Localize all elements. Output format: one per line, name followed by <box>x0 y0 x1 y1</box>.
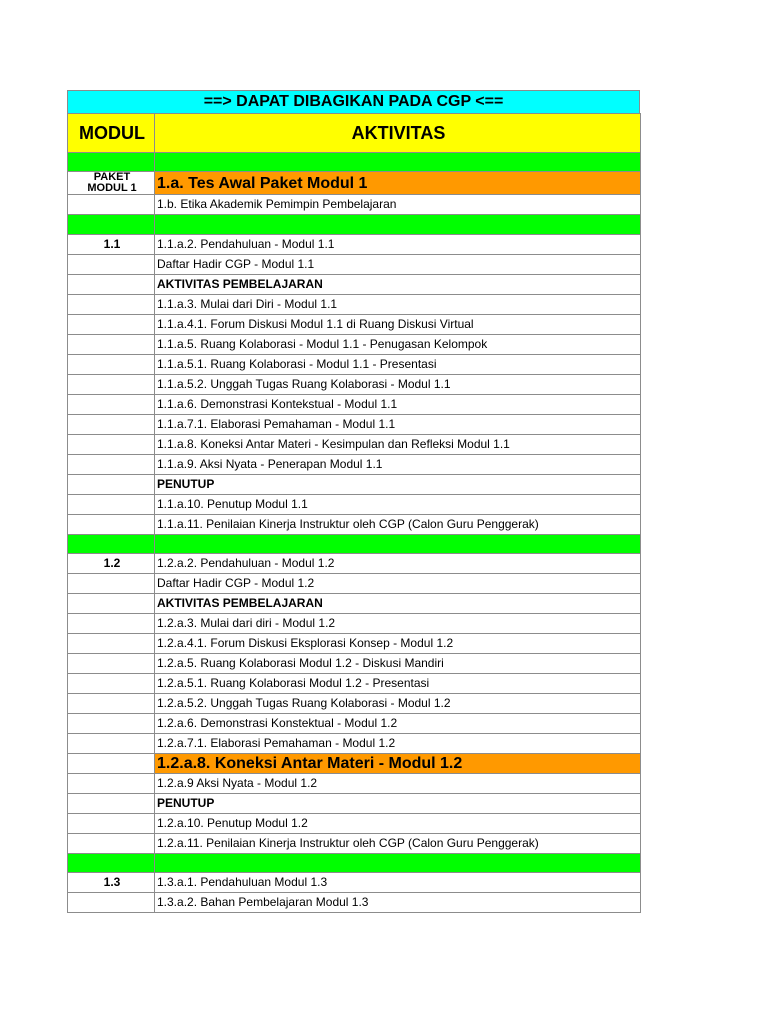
aktivitas-cell[interactable]: 1.2.a.11. Penilaian Kinerja Instruktur oleh CGP (Calon Guru Penggerak) <box>155 834 641 854</box>
modul-cell[interactable] <box>68 694 155 714</box>
separator-row <box>68 215 641 234</box>
aktivitas-cell[interactable]: 1.1.a.5.2. Unggah Tugas Ruang Kolaborasi - Modul 1.1 <box>155 374 641 394</box>
modul-cell[interactable] <box>68 834 155 854</box>
table-row <box>68 614 641 634</box>
table-row <box>68 172 641 195</box>
modul-cell[interactable]: 1.1 <box>68 234 155 254</box>
aktivitas-cell[interactable]: 1.1.a.11. Penilaian Kinerja Instruktur oleh CGP (Calon Guru Penggerak) <box>155 514 641 534</box>
modul-cell[interactable] <box>68 514 155 534</box>
modul-cell[interactable] <box>68 734 155 754</box>
aktivitas-cell[interactable]: 1.1.a.9. Aksi Nyata - Penerapan Modul 1.1 <box>155 454 641 474</box>
modul-cell[interactable]: 1.2 <box>68 554 155 574</box>
table-row <box>68 254 641 274</box>
aktivitas-cell[interactable]: 1.2.a.7.1. Elaborasi Pemahaman - Modul 1.2 <box>155 734 641 754</box>
modul-cell[interactable]: PAKET MODUL 1 <box>68 172 155 195</box>
aktivitas-cell[interactable]: AKTIVITAS PEMBELAJARAN <box>155 274 641 294</box>
aktivitas-cell[interactable]: Daftar Hadir CGP - Modul 1.1 <box>155 254 641 274</box>
aktivitas-cell[interactable]: 1.1.a.6. Demonstrasi Kontekstual - Modul 1.1 <box>155 394 641 414</box>
activity-table <box>67 113 641 913</box>
modul-cell[interactable] <box>68 574 155 594</box>
aktivitas-cell[interactable]: Daftar Hadir CGP - Modul 1.2 <box>155 574 641 594</box>
modul-cell[interactable] <box>68 195 155 215</box>
table-row <box>68 754 641 774</box>
aktivitas-cell[interactable]: 1.1.a.10. Penutup Modul 1.1 <box>155 494 641 514</box>
aktivitas-cell[interactable]: 1.2.a.9 Aksi Nyata - Modul 1.2 <box>155 774 641 794</box>
table-row <box>68 274 641 294</box>
modul-cell[interactable] <box>68 314 155 334</box>
aktivitas-cell[interactable]: 1.1.a.7.1. Elaborasi Pemahaman - Modul 1.1 <box>155 414 641 434</box>
modul-cell[interactable] <box>68 153 155 172</box>
table-row <box>68 394 641 414</box>
table-row <box>68 714 641 734</box>
modul-cell[interactable] <box>68 474 155 494</box>
table-row <box>68 634 641 654</box>
table-row <box>68 314 641 334</box>
modul-cell[interactable] <box>68 394 155 414</box>
modul-cell[interactable] <box>68 334 155 354</box>
aktivitas-cell[interactable]: 1.2.a.5.2. Unggah Tugas Ruang Kolaborasi - Modul 1.2 <box>155 694 641 714</box>
table-row <box>68 694 641 714</box>
modul-cell[interactable] <box>68 754 155 774</box>
modul-cell[interactable] <box>68 414 155 434</box>
table-row <box>68 514 641 534</box>
table-row <box>68 734 641 754</box>
table-row <box>68 674 641 694</box>
modul-cell[interactable] <box>68 254 155 274</box>
table-row <box>68 893 641 913</box>
table-row <box>68 814 641 834</box>
table-header-row <box>68 114 641 153</box>
separator-row <box>68 534 641 553</box>
table-row <box>68 794 641 814</box>
aktivitas-cell[interactable] <box>155 215 641 234</box>
modul-cell[interactable] <box>68 893 155 913</box>
aktivitas-cell[interactable]: 1.a. Tes Awal Paket Modul 1 <box>155 172 641 195</box>
table-row <box>68 774 641 794</box>
aktivitas-cell[interactable]: 1.2.a.4.1. Forum Diskusi Eksplorasi Konsep - Modul 1.2 <box>155 634 641 654</box>
modul-cell[interactable] <box>68 714 155 734</box>
aktivitas-cell[interactable]: 1.b. Etika Akademik Pemimpin Pembelajaran <box>155 195 641 215</box>
aktivitas-cell[interactable]: AKTIVITAS PEMBELAJARAN <box>155 594 641 614</box>
modul-cell[interactable] <box>68 774 155 794</box>
modul-cell[interactable] <box>68 654 155 674</box>
modul-cell[interactable] <box>68 854 155 873</box>
table-row <box>68 414 641 434</box>
modul-cell[interactable] <box>68 434 155 454</box>
table-row <box>68 195 641 215</box>
table-row <box>68 574 641 594</box>
spreadsheet <box>67 90 640 913</box>
aktivitas-cell[interactable] <box>155 534 641 553</box>
modul-cell[interactable] <box>68 794 155 814</box>
banner-title: ==> DAPAT DIBAGIKAN PADA CGP <== <box>67 90 640 113</box>
modul-cell[interactable] <box>68 594 155 614</box>
table-row <box>68 474 641 494</box>
table-row <box>68 834 641 854</box>
aktivitas-cell[interactable]: PENUTUP <box>155 794 641 814</box>
aktivitas-cell[interactable]: 1.2.a.3. Mulai dari diri - Modul 1.2 <box>155 614 641 634</box>
separator-row <box>68 854 641 873</box>
aktivitas-cell[interactable]: 1.1.a.5. Ruang Kolaborasi - Modul 1.1 - Penugasan Kelompok <box>155 334 641 354</box>
modul-cell[interactable] <box>68 494 155 514</box>
modul-cell[interactable] <box>68 354 155 374</box>
header-modul: MODUL <box>68 114 155 153</box>
table-row <box>68 334 641 354</box>
aktivitas-cell[interactable]: 1.3.a.2. Bahan Pembelajaran Modul 1.3 <box>155 893 641 913</box>
aktivitas-cell[interactable]: 1.2.a.5.1. Ruang Kolaborasi Modul 1.2 - Presentasi <box>155 674 641 694</box>
modul-cell[interactable] <box>68 614 155 634</box>
aktivitas-cell[interactable]: 1.1.a.3. Mulai dari Diri - Modul 1.1 <box>155 294 641 314</box>
aktivitas-cell[interactable]: 1.1.a.8. Koneksi Antar Materi - Kesimpulan dan Refleksi Modul 1.1 <box>155 434 641 454</box>
modul-cell[interactable] <box>68 374 155 394</box>
aktivitas-cell[interactable]: 1.2.a.8. Koneksi Antar Materi - Modul 1.2 <box>155 754 641 774</box>
aktivitas-cell[interactable] <box>155 854 641 873</box>
modul-cell[interactable] <box>68 454 155 474</box>
aktivitas-cell[interactable] <box>155 153 641 172</box>
modul-cell[interactable]: 1.3 <box>68 873 155 893</box>
modul-cell[interactable] <box>68 534 155 553</box>
table-row <box>68 494 641 514</box>
aktivitas-cell[interactable]: 1.1.a.5.1. Ruang Kolaborasi - Modul 1.1 - Presentasi <box>155 354 641 374</box>
aktivitas-cell[interactable]: 1.1.a.2. Pendahuluan - Modul 1.1 <box>155 234 641 254</box>
modul-cell[interactable] <box>68 814 155 834</box>
aktivitas-cell[interactable]: PENUTUP <box>155 474 641 494</box>
aktivitas-cell[interactable]: 1.3.a.1. Pendahuluan Modul 1.3 <box>155 873 641 893</box>
table-row <box>68 434 641 454</box>
table-row <box>68 234 641 254</box>
aktivitas-cell[interactable]: 1.2.a.6. Demonstrasi Konstektual - Modul 1.2 <box>155 714 641 734</box>
aktivitas-cell[interactable]: 1.2.a.10. Penutup Modul 1.2 <box>155 814 641 834</box>
modul-cell[interactable] <box>68 215 155 234</box>
table-row <box>68 294 641 314</box>
header-aktivitas: AKTIVITAS <box>155 114 641 153</box>
modul-cell[interactable] <box>68 634 155 654</box>
table-row <box>68 454 641 474</box>
table-row <box>68 374 641 394</box>
table-row <box>68 873 641 893</box>
aktivitas-cell[interactable]: 1.1.a.4.1. Forum Diskusi Modul 1.1 di Ruang Diskusi Virtual <box>155 314 641 334</box>
table-row <box>68 554 641 574</box>
table-row <box>68 354 641 374</box>
table-row <box>68 654 641 674</box>
aktivitas-cell[interactable]: 1.2.a.2. Pendahuluan - Modul 1.2 <box>155 554 641 574</box>
separator-row <box>68 153 641 172</box>
modul-cell[interactable] <box>68 274 155 294</box>
table-row <box>68 594 641 614</box>
aktivitas-cell[interactable]: 1.2.a.5. Ruang Kolaborasi Modul 1.2 - Diskusi Mandiri <box>155 654 641 674</box>
modul-cell[interactable] <box>68 294 155 314</box>
modul-cell[interactable] <box>68 674 155 694</box>
